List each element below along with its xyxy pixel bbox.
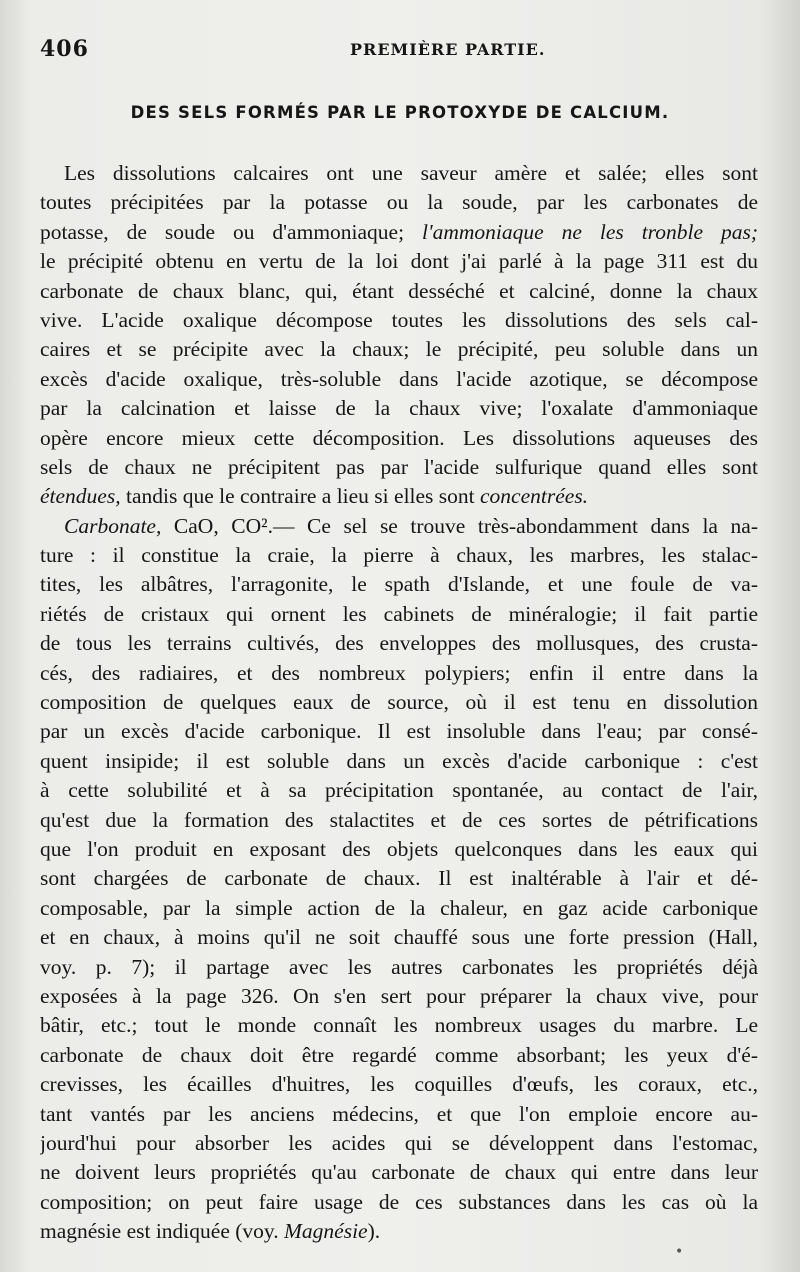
text-line — [40, 894, 758, 923]
text-run: Les dissolutions calcaires ont une saveur amère et salée; elles sont — [64, 161, 758, 185]
text-line — [40, 277, 758, 306]
text-line — [40, 953, 758, 982]
text-line — [40, 570, 758, 599]
text-run: sont chargées de carbonate de chaux. Il est inaltérable à l'air et dé- — [40, 866, 758, 891]
text-run: jourd'hui pour absorber les acides qui se développent dans l'estomac, — [40, 1130, 758, 1155]
text-run: et en chaux, à moins qu'il ne soit chauffé sous une forte pression (Hall, — [40, 925, 758, 950]
text-line — [40, 482, 758, 511]
text-run: magnésie est indiquée (voy. — [40, 1219, 284, 1244]
text-line — [40, 717, 758, 746]
italic-run: l'ammoniaque ne les tronble pas; — [422, 219, 758, 244]
text-run: qu'est due la formation des stalactites et de ces sortes de pétrifications — [40, 807, 758, 832]
italic-run: étendues, — [40, 484, 121, 509]
text-run: opère encore mieux cette décomposition. Les dissolutions aqueuses des — [40, 425, 758, 450]
text-run: caires et se précipite avec la chaux; le précipité, peu soluble dans un — [40, 337, 758, 362]
text-line — [40, 365, 758, 394]
text-run: ). — [367, 1219, 381, 1244]
text-run: voy. p. 7); il partage avec les autres carbonates les propriétés déjà — [40, 954, 758, 979]
text-line — [40, 424, 758, 453]
text-line — [40, 1158, 758, 1187]
text-line — [40, 188, 758, 217]
text-run: à cette solubilité et à sa précipitation spontanée, au contact de l'air, — [40, 778, 758, 803]
text-run: potasse, de soude ou d'ammoniaque; — [40, 219, 423, 244]
text-run: riétés de cristaux qui ornent les cabinets de minéralogie; il fait partie — [40, 601, 758, 626]
text-line — [40, 864, 758, 893]
text-run: composition; on peut faire usage de ces substances dans les cas où la — [40, 1189, 758, 1214]
text-run: toutes précipitées par la potasse ou la soude, par les carbonates de — [40, 190, 758, 215]
italic-run: Carbonate, — [64, 513, 162, 538]
text-line — [40, 1217, 758, 1246]
text-line — [40, 1188, 758, 1217]
text-run: tant vantés par les anciens médecins, et que l'on emploie encore au- — [40, 1101, 758, 1126]
text-line — [40, 600, 758, 629]
text-line — [40, 688, 758, 717]
text-run: tandis que le contraire a lieu si elles sont — [120, 484, 481, 509]
text-run: CaO, CO².— Ce sel se trouve très-abondamment dans la na- — [161, 513, 758, 538]
text-run: composable, par la simple action de la chaleur, en gaz acide carbonique — [40, 895, 758, 920]
text-line — [40, 218, 758, 247]
text-run: bâtir, etc.; tout le monde connaît les nombreux usages du marbre. Le — [40, 1013, 758, 1038]
text-line — [40, 835, 758, 864]
body-text — [40, 159, 758, 1246]
text-run: vive. L'acide oxalique décompose toutes les dissolutions des sels cal- — [40, 307, 758, 332]
page-header — [40, 36, 760, 66]
text-run: ne doivent leurs propriétés qu'au carbonate de chaux qui entre dans leur — [40, 1160, 758, 1185]
italic-run: concentrées. — [480, 484, 589, 509]
italic-run: Magnésie — [284, 1219, 368, 1244]
text-run: carbonate de chaux blanc, qui, étant desséché et calciné, donne la chaux — [40, 278, 758, 303]
text-line — [40, 982, 758, 1011]
page-mark: • — [675, 1244, 684, 1260]
text-run: ture : il constitue la craie, la pierre à chaux, les marbres, les stalac- — [40, 543, 758, 568]
text-line — [40, 394, 758, 423]
text-run: tites, les albâtres, l'arragonite, le spath d'Islande, et une foule de va- — [40, 572, 758, 597]
text-line — [40, 1011, 758, 1040]
text-run: excès d'acide oxalique, très-soluble dans l'acide azotique, se décompose — [40, 366, 758, 391]
text-run: que l'on produit en exposant des objets quelconques dans les eaux qui — [40, 836, 758, 861]
text-line — [40, 512, 758, 541]
text-line — [40, 1041, 758, 1070]
text-line — [40, 541, 758, 570]
text-line — [40, 247, 758, 276]
text-line — [40, 776, 758, 805]
text-line — [40, 1129, 758, 1158]
text-line — [40, 159, 758, 188]
text-line — [40, 306, 758, 335]
text-line — [40, 1070, 758, 1099]
text-run: exposées à la page 326. On s'en sert pour préparer la chaux vive, pour — [40, 983, 758, 1008]
text-line — [40, 806, 758, 835]
text-line — [40, 747, 758, 776]
text-run: crevisses, les écailles d'huitres, les coquilles d'œufs, les coraux, etc., — [40, 1072, 758, 1097]
section-title: DES SELS FORMÉS PAR LE PROTOXYDE DE CALCIUM. — [130, 103, 670, 122]
text-line — [40, 453, 758, 482]
text-run: cés, des radiaires, et des nombreux polypiers; enfin il entre dans la — [40, 660, 758, 685]
text-run: carbonate de chaux doit être regardé comme absorbant; les yeux d'é- — [40, 1042, 758, 1067]
text-line — [40, 659, 758, 688]
text-run: par la calcination et laisse de la chaux vive; l'oxalate d'ammoniaque — [40, 396, 758, 421]
running-head: PREMIÈRE PARTIE. — [350, 40, 546, 59]
page-number: 406 — [40, 36, 89, 62]
text-line — [40, 923, 758, 952]
text-run: composition de quelques eaux de source, où il est tenu en dissolution — [40, 690, 758, 715]
text-line — [40, 335, 758, 364]
text-run: le précipité obtenu en vertu de la loi dont j'ai parlé à la page 311 est du — [40, 249, 758, 274]
text-line — [40, 1100, 758, 1129]
text-run: de tous les terrains cultivés, des enveloppes des mollusques, des crusta- — [40, 631, 758, 656]
text-run: quent insipide; il est soluble dans un excès d'acide carbonique : c'est — [40, 748, 758, 773]
text-line — [40, 629, 758, 658]
text-run: par un excès d'acide carbonique. Il est insoluble dans l'eau; par consé- — [40, 719, 758, 744]
text-run: sels de chaux ne précipitent pas par l'acide sulfurique quand elles sont — [40, 454, 758, 479]
